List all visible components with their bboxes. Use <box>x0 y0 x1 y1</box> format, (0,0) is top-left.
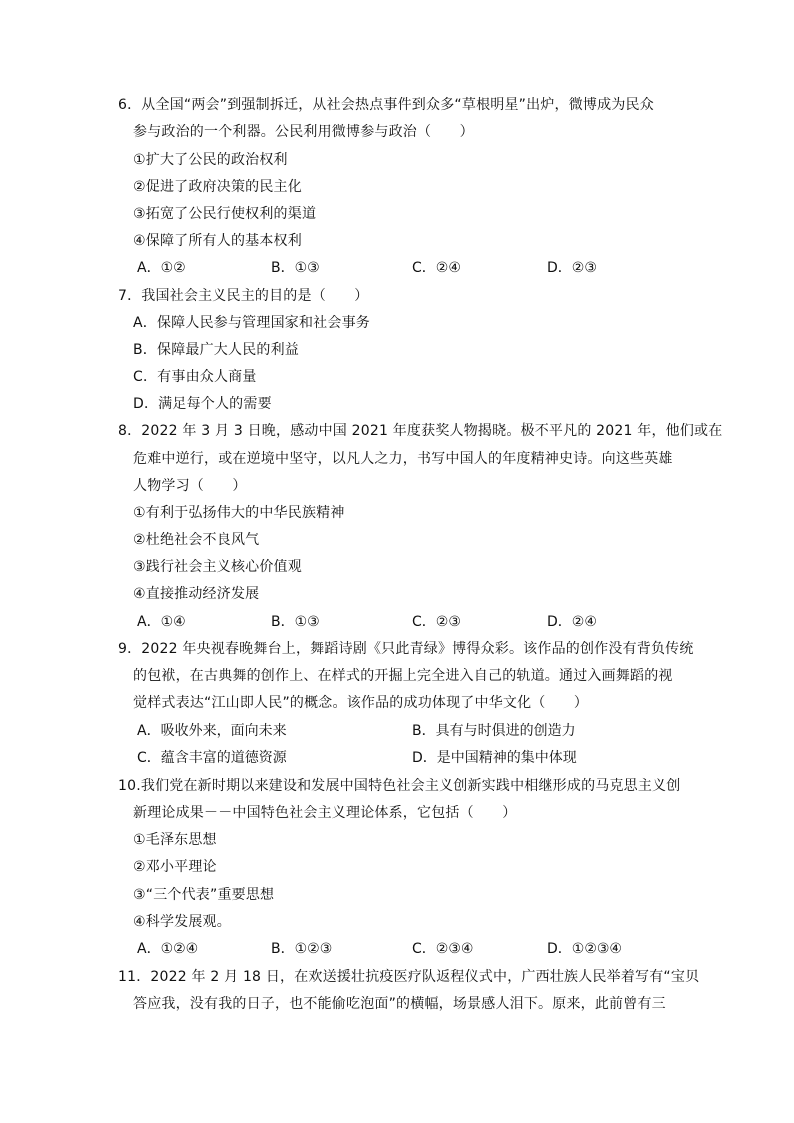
question-6-statement-2: ②促进了政府决策的民主化 <box>133 179 302 195</box>
question-6-statement-4: ④保障了所有人的基本权利 <box>133 233 302 249</box>
question-10-statement-1: ①毛泽东思想 <box>133 832 217 848</box>
question-7-choice-d[interactable]: D．满足每个人的需要 <box>133 396 272 412</box>
question-8-statement-1: ①有利于弘扬伟大的中华民族精神 <box>133 505 345 521</box>
question-8-line-2: 危难中逆行，或在逆境中坚守，以凡人之力，书写中国人的年度精神史诗。向这些英雄 <box>133 451 673 467</box>
question-8-statement-3: ③践行社会主义核心价值观 <box>133 559 302 575</box>
question-9-option-d[interactable]: D．是中国精神的集中体现 <box>412 750 577 766</box>
question-9-option-b[interactable]: B．具有与时俱进的创造力 <box>412 723 576 739</box>
question-9-line-2: 的包袱，在古典舞的创作上、在样式的开掘上完全进入自己的轨道。通过入画舞蹈的视 <box>133 668 673 684</box>
question-7-choice-b[interactable]: B．保障最广大人民的利益 <box>133 342 300 358</box>
question-8-option-a[interactable]: A．①④ <box>137 614 186 630</box>
question-9-option-c[interactable]: C．蕴含丰富的道德资源 <box>137 750 287 766</box>
question-8-statement-4: ④直接推动经济发展 <box>133 586 260 602</box>
question-9-line-3: 觉样式表达“江山即人民”的概念。该作品的成功体现了中华文化（ ） <box>133 695 589 711</box>
question-7-line-1: 7．我国社会主义民主的目的是（ ） <box>118 288 369 304</box>
question-8-options <box>137 609 697 636</box>
question-6-option-b[interactable]: B．①③ <box>271 260 320 276</box>
question-9-options-row-2 <box>137 745 697 772</box>
question-11-line-1: 11．2022 年 2 月 18 日，在欢送援壮抗疫医疗队返程仪式中，广西壮族人民举着写有“宝贝 <box>118 969 700 985</box>
question-7-choice-a[interactable]: A．保障人民参与管理国家和社会事务 <box>133 315 370 331</box>
question-11-line-2: 答应我，没有我的日子，也不能偷吃泡面”的横幅，场景感人泪下。原来，此前曾有三 <box>133 996 666 1012</box>
question-8-line-1: 8．2022 年 3 月 3 日晚，感动中国 2021 年度获奖人物揭晓。极不平凡的 2021 年，他们或在 <box>118 423 723 439</box>
question-6-option-d[interactable]: D．②③ <box>547 260 597 276</box>
question-9-line-1: 9．2022 年央视春晚舞台上，舞蹈诗剧《只此青绿》博得众彩。该作品的创作没有背负传统 <box>118 641 694 657</box>
question-8-option-c[interactable]: C．②③ <box>412 614 461 630</box>
question-10-line-1: 10.我们党在新时期以来建设和发展中国特色社会主义创新实践中相继形成的马克思主义创 <box>118 778 681 794</box>
question-8-statement-2: ②杜绝社会不良风气 <box>133 532 260 548</box>
question-6-option-c[interactable]: C．②④ <box>412 260 461 276</box>
question-10-option-c[interactable]: C．②③④ <box>412 941 474 957</box>
question-8-option-b[interactable]: B．①③ <box>271 614 320 630</box>
question-6-statement-1: ①扩大了公民的政治权利 <box>133 152 288 168</box>
question-10-line-2: 新理论成果－－中国特色社会主义理论体系，它包括（ ） <box>133 805 517 821</box>
question-6-option-a[interactable]: A．①② <box>137 260 186 276</box>
question-10-statement-4: ④科学发展观。 <box>133 914 231 930</box>
question-10-option-a[interactable]: A．①②④ <box>137 941 199 957</box>
question-10-option-d[interactable]: D．①②③④ <box>547 941 622 957</box>
question-8-option-d[interactable]: D．②④ <box>547 614 597 630</box>
question-10-statement-2: ②邓小平理论 <box>133 859 217 875</box>
question-10-options <box>137 936 697 963</box>
question-6-line-2: 参与政治的一个利器。公民利用微博参与政治（ ） <box>133 124 474 140</box>
question-9-option-a[interactable]: A．吸收外来，面向未来 <box>137 723 287 739</box>
question-8-line-3: 人物学习（ ） <box>133 478 247 494</box>
question-6-statement-3: ③拓宽了公民行使权利的渠道 <box>133 206 317 222</box>
question-6-line-1: 6．从全国“两会”到强制拆迁，从社会热点事件到众多“草根明星”出炉，微博成为民众 <box>118 97 654 113</box>
question-10-option-b[interactable]: B．①②③ <box>271 941 333 957</box>
question-9-options-row-1 <box>137 718 697 745</box>
question-7-choice-c[interactable]: C．有事由众人商量 <box>133 369 257 385</box>
question-10-statement-3: ③“三个代表”重要思想 <box>133 887 275 903</box>
question-6-options <box>137 255 697 282</box>
